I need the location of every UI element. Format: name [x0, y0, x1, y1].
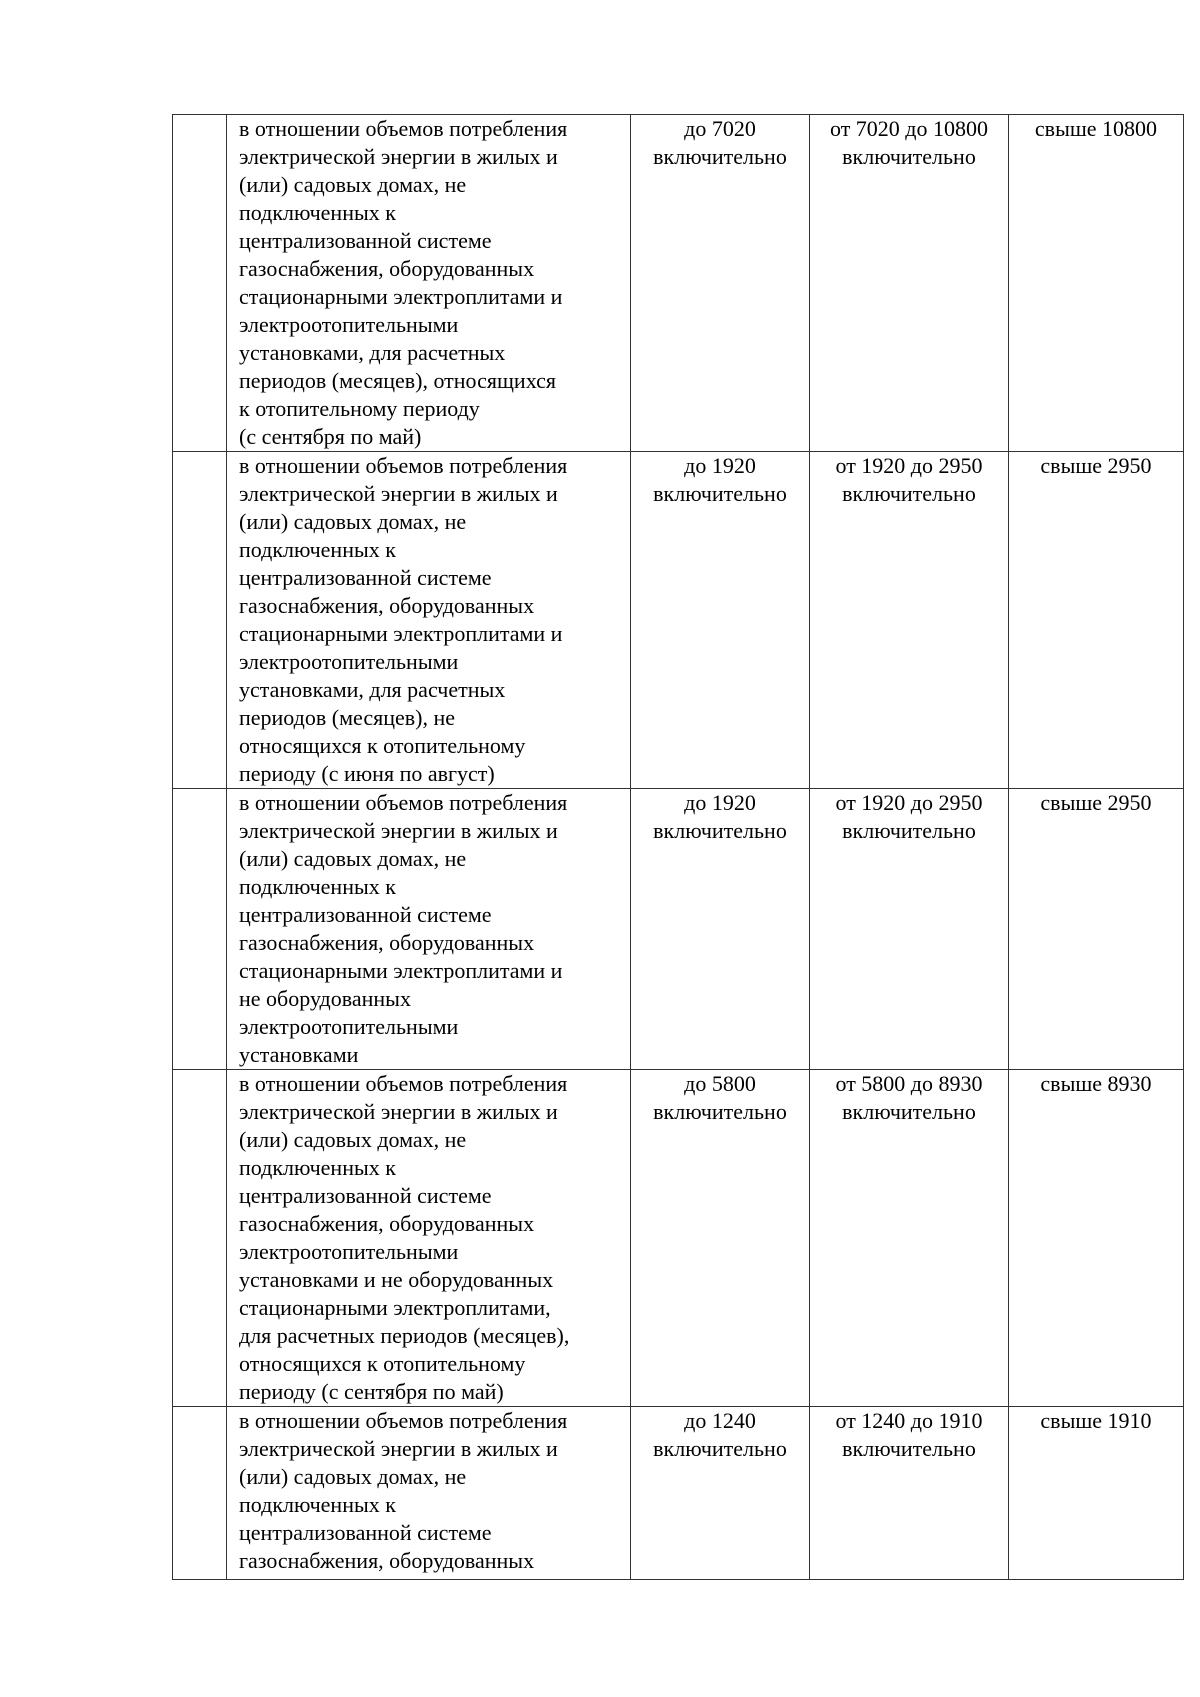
description-line: стационарными электроплитами и: [239, 958, 563, 983]
description-line: установками, для расчетных: [239, 677, 506, 702]
description-line: электроотопительными: [239, 1239, 459, 1264]
tariff-volume-table: [172, 114, 1184, 1580]
lower-bound-cell: [631, 1407, 810, 1580]
description-line: стационарными электроплитами,: [239, 1295, 551, 1320]
description-cell: [227, 1070, 631, 1407]
description-line: электрической энергии в жилых и: [239, 1436, 558, 1461]
value-line: до 1920: [684, 453, 756, 478]
description-line: электрической энергии в жилых и: [239, 144, 558, 169]
description-line: периоду (с сентября по май): [239, 1379, 504, 1404]
description-line: стационарными электроплитами и: [239, 284, 563, 309]
description-cell: [227, 115, 631, 452]
description-line: централизованной системе: [239, 565, 492, 590]
description-line: (или) садовых домах, не: [239, 1464, 467, 1489]
middle-range-cell: [810, 1070, 1009, 1407]
description-line: в отношении объемов потребления: [239, 116, 568, 141]
description-line: газоснабжения, оборудованных: [239, 1548, 535, 1573]
value-line: от 7020 до 10800: [829, 116, 989, 141]
upper-bound-cell: [1009, 1407, 1184, 1580]
value-line: включительно: [653, 144, 787, 169]
description-line: газоснабжения, оборудованных: [239, 256, 535, 281]
value-line: включительно: [653, 818, 787, 843]
description-line: к отопительному периоду: [239, 396, 480, 421]
description-line: подключенных к: [239, 1492, 396, 1517]
description-cell: [227, 1407, 631, 1580]
value-line: до 5800: [684, 1071, 756, 1096]
description-line: централизованной системе: [239, 1183, 492, 1208]
description-line: (или) садовых домах, не: [239, 846, 467, 871]
value-line: включительно: [653, 481, 787, 506]
description-line: газоснабжения, оборудованных: [239, 593, 535, 618]
value-line: до 1920: [684, 790, 756, 815]
description-line: электроотопительными: [239, 1014, 459, 1039]
value-line: от 1920 до 2950: [835, 453, 983, 478]
description-line: централизованной системе: [239, 902, 492, 927]
table-row: [173, 115, 1184, 452]
value-line: включительно: [653, 1436, 787, 1461]
description-line: установками: [239, 1042, 359, 1067]
description-line: стационарными электроплитами и: [239, 621, 563, 646]
description-line: централизованной системе: [239, 1520, 492, 1545]
description-line: для расчетных периодов (месяцев),: [239, 1323, 570, 1348]
value-line: от 1920 до 2950: [835, 790, 983, 815]
row-number-cell: [173, 1407, 227, 1580]
lower-bound-cell: [631, 789, 810, 1070]
upper-bound-cell: [1009, 115, 1184, 452]
description-line: подключенных к: [239, 874, 396, 899]
description-line: периоду (с июня по август): [239, 761, 495, 786]
value-line: включительно: [653, 1099, 787, 1124]
lower-bound-cell: [631, 452, 810, 789]
description-line: газоснабжения, оборудованных: [239, 930, 535, 955]
description-cell: [227, 452, 631, 789]
value-line: включительно: [842, 1099, 976, 1124]
value-line: свыше 10800: [1034, 116, 1158, 141]
description-line: в отношении объемов потребления: [239, 790, 568, 815]
value-line: свыше 2950: [1040, 453, 1152, 478]
middle-range-cell: [810, 789, 1009, 1070]
description-line: относящихся к отопительному: [239, 1351, 526, 1376]
lower-bound-cell: [631, 115, 810, 452]
description-line: электроотопительными: [239, 649, 459, 674]
value-line: включительно: [842, 481, 976, 506]
value-line: от 5800 до 8930: [835, 1071, 983, 1096]
upper-bound-cell: [1009, 1070, 1184, 1407]
description-line: установками и не оборудованных: [239, 1267, 554, 1292]
value-line: от 1240 до 1910: [835, 1408, 983, 1433]
description-line: электроотопительными: [239, 312, 459, 337]
description-line: электрической энергии в жилых и: [239, 818, 558, 843]
description-line: не оборудованных: [239, 986, 411, 1011]
value-line: свыше 1910: [1040, 1408, 1152, 1433]
description-line: относящихся к отопительному: [239, 733, 526, 758]
value-line: свыше 8930: [1040, 1071, 1152, 1096]
description-line: установками, для расчетных: [239, 340, 506, 365]
table-body: [173, 115, 1184, 1580]
row-number-cell: [173, 1070, 227, 1407]
row-number-cell: [173, 789, 227, 1070]
value-line: включительно: [842, 144, 976, 169]
description-line: (или) садовых домах, не: [239, 509, 467, 534]
upper-bound-cell: [1009, 452, 1184, 789]
description-line: подключенных к: [239, 1155, 396, 1180]
value-line: до 1240: [684, 1408, 756, 1433]
middle-range-cell: [810, 452, 1009, 789]
value-line: включительно: [842, 818, 976, 843]
description-line: периодов (месяцев), не: [239, 705, 455, 730]
value-line: до 7020: [684, 116, 756, 141]
row-number-cell: [173, 115, 227, 452]
row-number-cell: [173, 452, 227, 789]
middle-range-cell: [810, 115, 1009, 452]
table-row: [173, 452, 1184, 789]
description-line: (с сентября по май): [239, 424, 422, 449]
table-row: [173, 1407, 1184, 1580]
middle-range-cell: [810, 1407, 1009, 1580]
description-line: в отношении объемов потребления: [239, 1408, 568, 1433]
table-row: [173, 1070, 1184, 1407]
description-line: электрической энергии в жилых и: [239, 1099, 558, 1124]
table-row: [173, 789, 1184, 1070]
lower-bound-cell: [631, 1070, 810, 1407]
value-line: свыше 2950: [1040, 790, 1152, 815]
description-line: в отношении объемов потребления: [239, 1071, 568, 1096]
description-line: (или) садовых домах, не: [239, 1127, 467, 1152]
description-line: периодов (месяцев), относящихся: [239, 368, 556, 393]
upper-bound-cell: [1009, 789, 1184, 1070]
description-line: подключенных к: [239, 200, 396, 225]
description-line: электрической энергии в жилых и: [239, 481, 558, 506]
description-line: подключенных к: [239, 537, 396, 562]
description-line: в отношении объемов потребления: [239, 453, 568, 478]
description-line: (или) садовых домах, не: [239, 172, 467, 197]
value-line: включительно: [842, 1436, 976, 1461]
description-line: газоснабжения, оборудованных: [239, 1211, 535, 1236]
description-line: централизованной системе: [239, 228, 492, 253]
description-cell: [227, 789, 631, 1070]
